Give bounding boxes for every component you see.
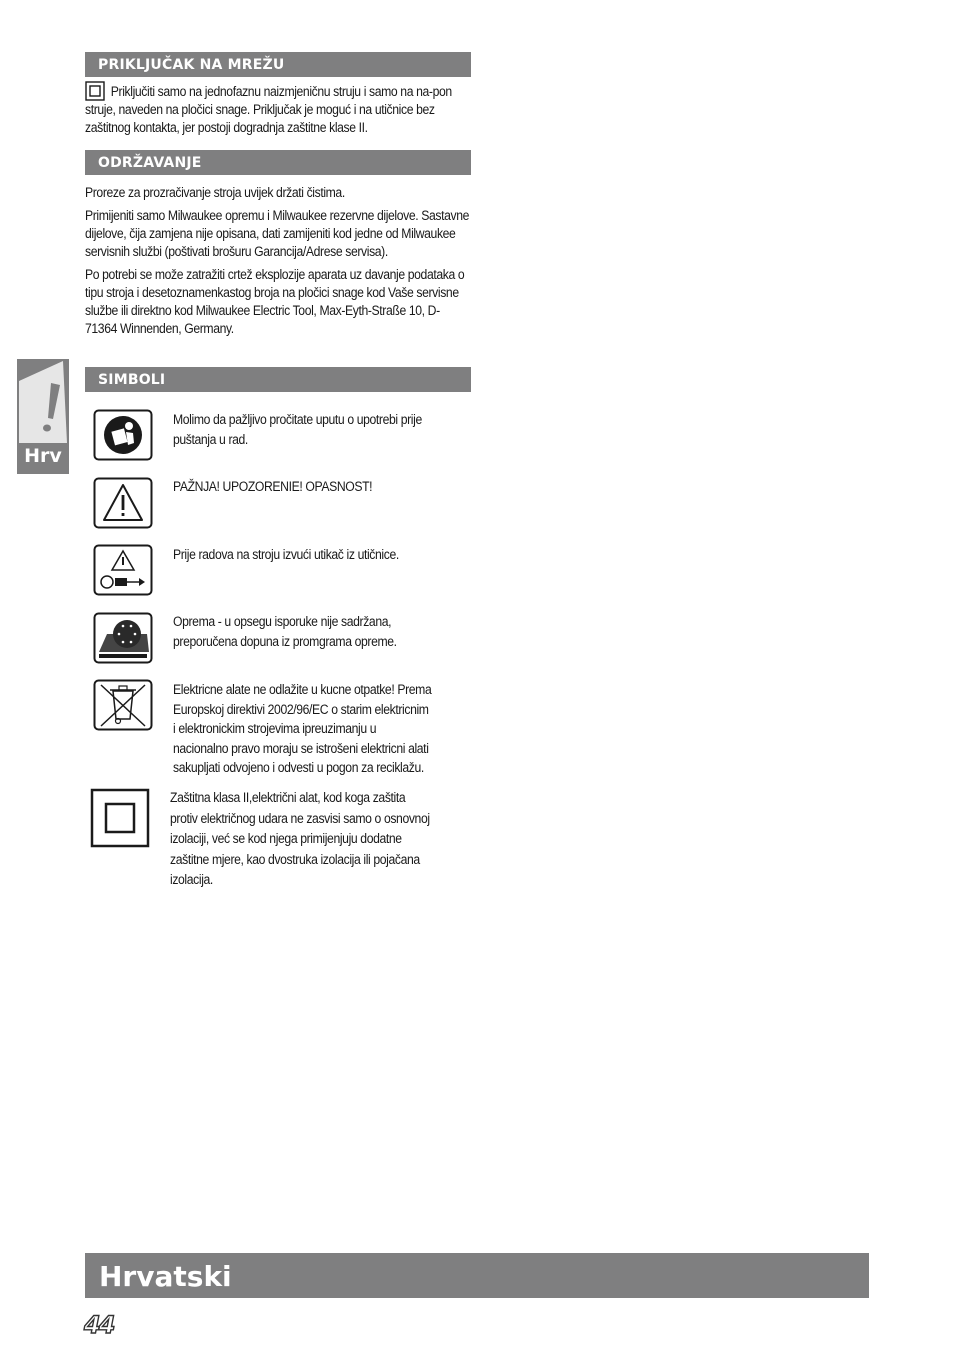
- footer-language-bar: Hrvatski: [85, 1253, 869, 1298]
- language-side-tab: [17, 359, 69, 474]
- read-manual-icon: [93, 409, 153, 461]
- section-title-symbols: SIMBOLI: [85, 367, 471, 392]
- maintenance-paragraph: Proreze za prozračivanje stroja uvijek držati čistima.: [85, 185, 345, 201]
- warning-triangle-icon: [93, 477, 153, 529]
- section-symbols: [85, 367, 471, 392]
- section-title-mains: PRIKLJUČAK NA MREŽU: [85, 52, 471, 77]
- symbol-text-warning: PAŽNJA! UPOZORENIE! OPASNOST!: [173, 479, 373, 495]
- symbol-text-read-manual: Molimo da pažljivo pročitate uputu o upotrebi prije puštanja u rad.: [173, 412, 422, 448]
- maintenance-text: [85, 184, 471, 338]
- maintenance-paragraph: Po potrebi se može zatražiti crtež eksplozije aparata uz davanje podataka o tipu stroja i desetoznamenkastog broja na pločici snage kod Vaše servisne službe ili direktno kod Milwaukee Electric Tool, Max-Eyth-Straße 10, D-71364 Winnenden, Germany.: [85, 267, 465, 337]
- accessory-icon: [93, 612, 153, 664]
- side-tab-label: Hrv: [24, 445, 62, 467]
- section-mains: [85, 52, 471, 137]
- maintenance-paragraph: Primijeniti samo Milwaukee opremu i Milwaukee rezervne dijelove. Sastavne dijelove, čija zamjena nije opisana, dati zamijeniti kod jedne od Milwaukee servisnih službi (poštivati brošuru Garancija/Adrese servisa).: [85, 208, 470, 260]
- symbol-text-accessory: Oprema - u opsegu isporuke nije sadržana, preporučena dopuna iz promgrama opreme.: [173, 614, 397, 650]
- symbol-text-unplug: Prije radova na stroju izvući utikač iz utičnice.: [173, 547, 399, 563]
- page-number: 44: [84, 1311, 114, 1339]
- mains-text: Priključiti samo na jednofaznu naizmjeničnu struju i samo na na-pon struje, naveden na pločici snage. Priključak je moguć i na utičnice bez zaštitnog kontakta, jer postoji dogradnja zaštitne klase II.: [85, 84, 452, 136]
- unplug-icon: [93, 544, 153, 596]
- class-ii-icon: [90, 788, 150, 848]
- symbol-text-weee: Elektricne alate ne odlažite u kucne otpatke! Prema Europskoj direktivi 2002/96/EC o starim elektricnim i elektronickim strojevima ipreuzimanju u nacionalno pravo moraju se istrošeni elektricni alati sakupljati odvojeno i odvesti u pogon za reciklažu.: [173, 682, 432, 776]
- section-maintenance: [85, 150, 471, 343]
- symbol-text-class-ii: Zaštitna klasa II,električni alat, kod koga zaštita protiv električnog udara ne zasvisi samo o osnovnoj izolaciji, već se kod njega primijenjuju dodatne zaštitne mjere, kao dvostruka izolacija ili pojačana izolacija.: [170, 790, 430, 888]
- section-title-maintenance: ODRŽAVANJE: [85, 150, 471, 175]
- exclamation-icon: [17, 359, 69, 445]
- weee-bin-icon: [93, 679, 153, 731]
